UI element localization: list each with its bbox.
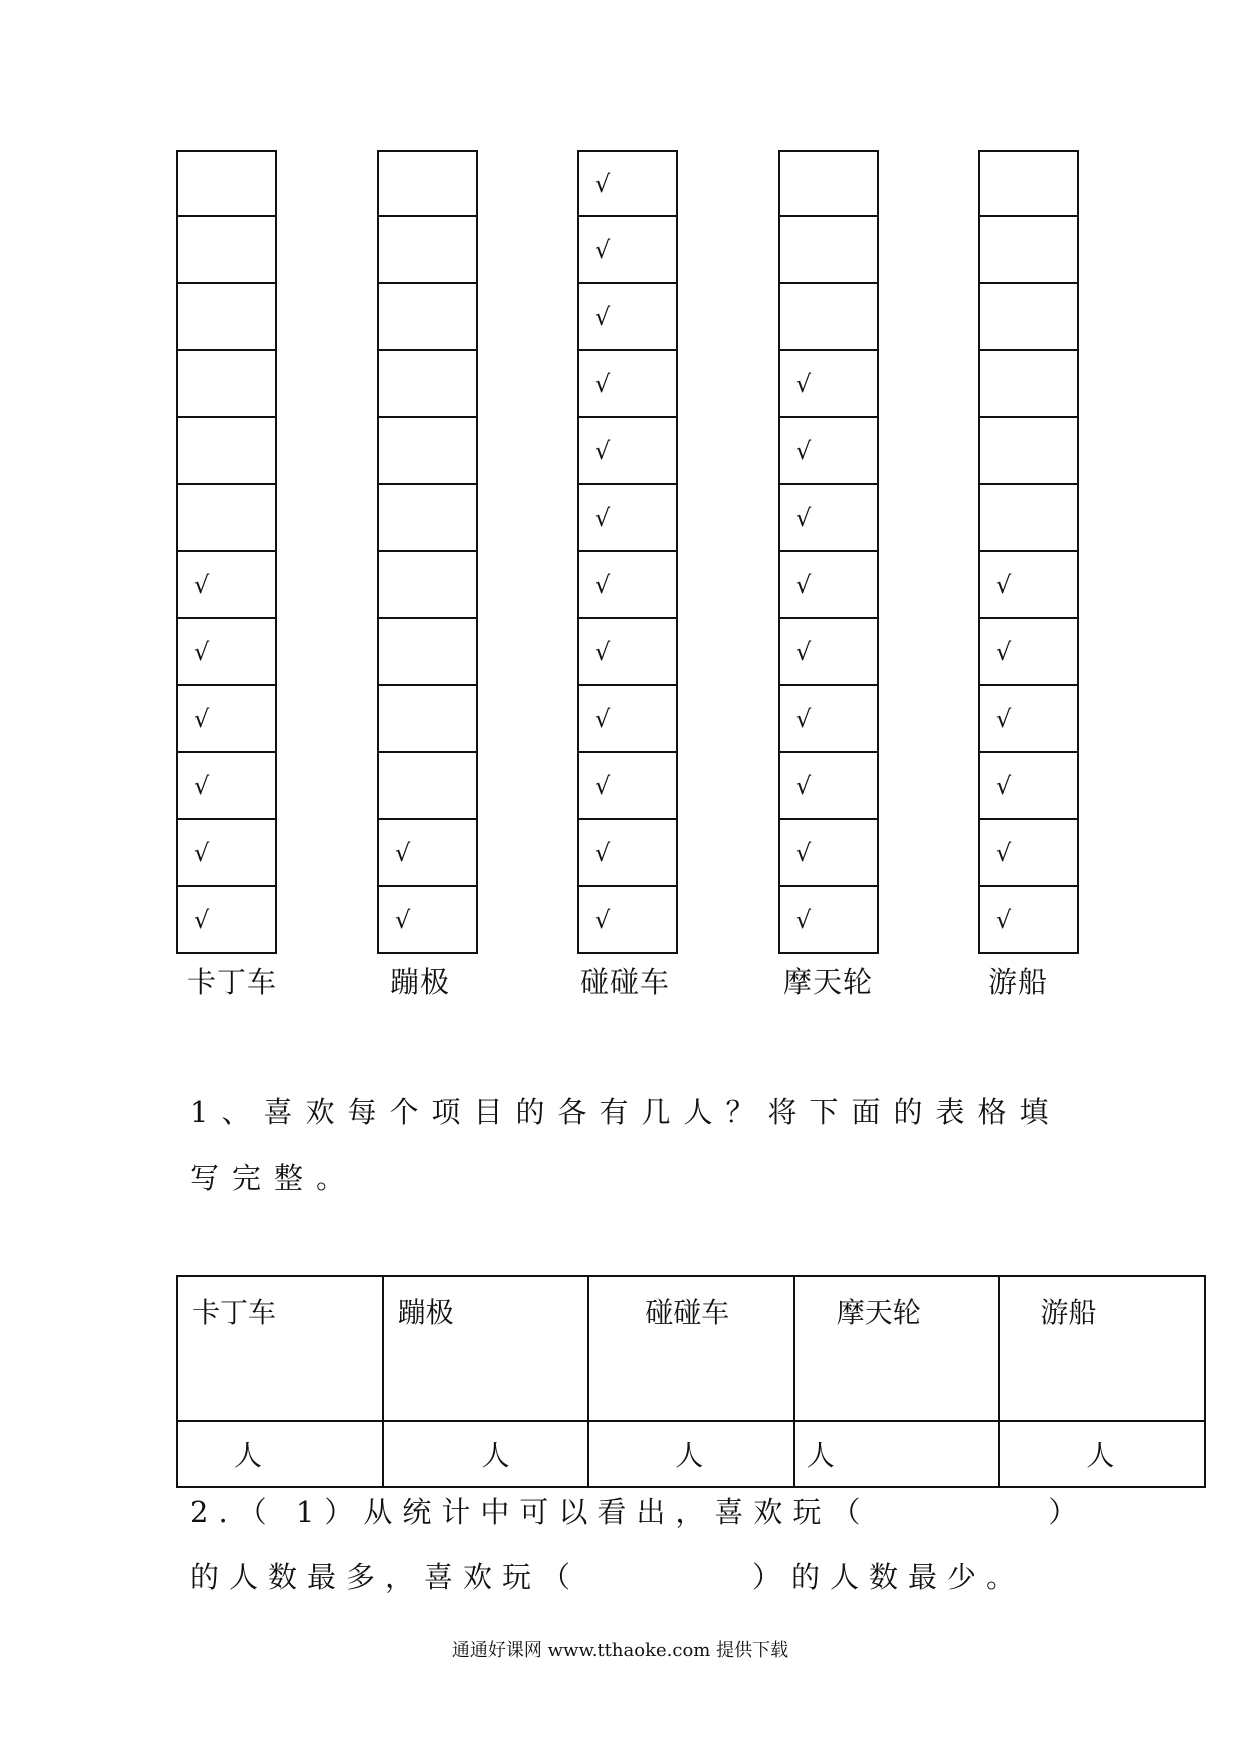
unit-label: 人 — [675, 1439, 704, 1472]
header-text: 碰碰车 — [645, 1296, 730, 1329]
tally-cell — [978, 887, 1079, 954]
tally-cell — [577, 351, 678, 418]
tally-cell — [176, 887, 277, 954]
tally-cell — [377, 619, 478, 686]
check-mark-icon: √ — [194, 637, 210, 666]
answer-cell-bungee[interactable] — [383, 1421, 589, 1487]
check-mark-icon: √ — [796, 436, 812, 465]
check-mark-icon: √ — [796, 838, 812, 867]
check-mark-icon: √ — [796, 570, 812, 599]
tally-cell — [978, 418, 1079, 485]
unit-label: 人 — [1086, 1439, 1115, 1472]
tally-cell — [176, 686, 277, 753]
tally-cell — [778, 820, 879, 887]
tally-cell — [577, 820, 678, 887]
tally-cell — [176, 150, 277, 217]
question-2-line-1-start: 2.（ 1）从统计中可以看出，喜欢玩（ — [190, 1495, 871, 1529]
check-mark-icon: √ — [595, 905, 611, 934]
check-mark-icon: √ — [194, 570, 210, 599]
tally-cell — [176, 418, 277, 485]
tally-cell — [978, 284, 1079, 351]
tally-cell — [778, 351, 879, 418]
tally-cell — [377, 150, 478, 217]
table-header-ferris-wheel — [794, 1276, 1000, 1421]
column-boat — [978, 150, 1079, 954]
table-header-row — [177, 1276, 1205, 1421]
answer-cell-karting[interactable] — [177, 1421, 383, 1487]
tally-cell — [377, 351, 478, 418]
question-2-line-2 — [190, 1555, 1025, 1596]
check-mark-icon: √ — [194, 704, 210, 733]
question-1-line-1: 1、喜欢每个项目的各有几人？将下面的表格填 — [190, 1095, 1062, 1129]
check-mark-icon: √ — [595, 771, 611, 800]
table-header-boat — [999, 1276, 1205, 1421]
check-mark-icon: √ — [595, 503, 611, 532]
column-label-ferris-wheel: 摩天轮 — [782, 965, 873, 999]
tally-cell — [978, 753, 1079, 820]
footer-source: 通通好课网 www.tthaoke.com 提供下载 — [451, 1640, 789, 1661]
tally-cell — [778, 619, 879, 686]
tally-cell — [176, 619, 277, 686]
tally-cell — [377, 552, 478, 619]
tally-cell — [176, 753, 277, 820]
tally-cell — [176, 552, 277, 619]
tally-cell — [978, 485, 1079, 552]
header-text: 卡丁车 — [192, 1296, 277, 1329]
answer-cell-ferris-wheel[interactable] — [794, 1421, 1000, 1487]
column-bungee — [377, 150, 478, 954]
tally-cell — [377, 820, 478, 887]
check-mark-icon: √ — [595, 570, 611, 599]
question-1-line-2: 写完整。 — [190, 1161, 359, 1195]
tally-cell — [577, 753, 678, 820]
tally-cell — [577, 887, 678, 954]
unit-label: 人 — [806, 1439, 835, 1472]
tally-cell — [778, 552, 879, 619]
tally-cell — [978, 217, 1079, 284]
check-mark-icon: √ — [996, 771, 1012, 800]
question-2-line-2-end: ）的人数最少。 — [752, 1560, 1026, 1594]
tally-cell — [978, 820, 1079, 887]
tally-cell — [577, 217, 678, 284]
column-label-bungee: 蹦极 — [389, 965, 450, 999]
table-header-bungee — [383, 1276, 589, 1421]
column-ferris-wheel — [778, 150, 879, 954]
check-mark-icon: √ — [796, 905, 812, 934]
tally-cell — [577, 485, 678, 552]
question-2-line-2-start: 的人数最多，喜欢玩（ — [190, 1560, 581, 1594]
check-mark-icon: √ — [595, 704, 611, 733]
tally-cell — [978, 351, 1079, 418]
check-mark-icon: √ — [996, 637, 1012, 666]
header-text: 摩天轮 — [836, 1296, 921, 1329]
tally-cell — [978, 552, 1079, 619]
check-mark-icon: √ — [996, 838, 1012, 867]
check-mark-icon: √ — [595, 169, 611, 198]
check-mark-icon: √ — [796, 369, 812, 398]
answer-cell-bumper-cars[interactable] — [588, 1421, 794, 1487]
tally-cell — [577, 284, 678, 351]
tally-cell — [778, 217, 879, 284]
check-mark-icon: √ — [395, 905, 411, 934]
tally-cell — [978, 686, 1079, 753]
tally-cell — [577, 552, 678, 619]
table-header-karting — [177, 1276, 383, 1421]
column-karting — [176, 150, 277, 954]
check-mark-icon: √ — [796, 771, 812, 800]
check-mark-icon: √ — [595, 369, 611, 398]
tally-cell — [778, 753, 879, 820]
unit-label: 人 — [481, 1439, 510, 1472]
check-mark-icon: √ — [996, 570, 1012, 599]
check-mark-icon: √ — [595, 838, 611, 867]
tally-cell — [577, 619, 678, 686]
fill-in-table — [176, 1275, 1206, 1488]
tally-cell — [778, 686, 879, 753]
tally-cell — [778, 418, 879, 485]
tally-cell — [176, 284, 277, 351]
check-mark-icon: √ — [796, 503, 812, 532]
check-mark-icon: √ — [194, 771, 210, 800]
tally-cell — [176, 351, 277, 418]
tally-cell — [778, 887, 879, 954]
tally-cell — [978, 150, 1079, 217]
tally-cell — [978, 619, 1079, 686]
check-mark-icon: √ — [194, 838, 210, 867]
column-label-bumper-cars: 碰碰车 — [579, 965, 670, 999]
unit-label: 人 — [234, 1439, 263, 1472]
header-text: 游船 — [1040, 1296, 1097, 1329]
tally-cell — [377, 217, 478, 284]
check-mark-icon: √ — [595, 302, 611, 331]
check-mark-icon: √ — [595, 637, 611, 666]
answer-cell-boat[interactable] — [999, 1421, 1205, 1487]
tally-cell — [377, 887, 478, 954]
check-mark-icon: √ — [996, 905, 1012, 934]
tally-cell — [176, 820, 277, 887]
check-mark-icon: √ — [796, 704, 812, 733]
column-bumper-cars — [577, 150, 678, 954]
check-mark-icon: √ — [996, 704, 1012, 733]
check-mark-icon: √ — [194, 905, 210, 934]
tally-cell — [377, 485, 478, 552]
column-label-karting: 卡丁车 — [186, 965, 277, 999]
column-label-boat: 游船 — [987, 965, 1048, 999]
tally-cell — [176, 485, 277, 552]
tally-cell — [377, 753, 478, 820]
tally-cell — [577, 686, 678, 753]
tally-cell — [377, 418, 478, 485]
check-mark-icon: √ — [395, 838, 411, 867]
check-mark-icon: √ — [595, 235, 611, 264]
table-answer-row — [177, 1421, 1205, 1487]
question-2-line-1 — [190, 1490, 1087, 1531]
tally-cell — [377, 686, 478, 753]
tally-cell — [778, 150, 879, 217]
question-2-line-1-end: ） — [1048, 1495, 1088, 1529]
tally-cell — [577, 418, 678, 485]
tally-cell — [176, 217, 277, 284]
header-text: 蹦极 — [397, 1296, 454, 1329]
check-mark-icon: √ — [595, 436, 611, 465]
check-mark-icon: √ — [796, 637, 812, 666]
tally-cell — [377, 284, 478, 351]
tally-cell — [778, 284, 879, 351]
tally-cell — [778, 485, 879, 552]
table-header-bumper-cars — [588, 1276, 794, 1421]
tally-cell — [577, 150, 678, 217]
